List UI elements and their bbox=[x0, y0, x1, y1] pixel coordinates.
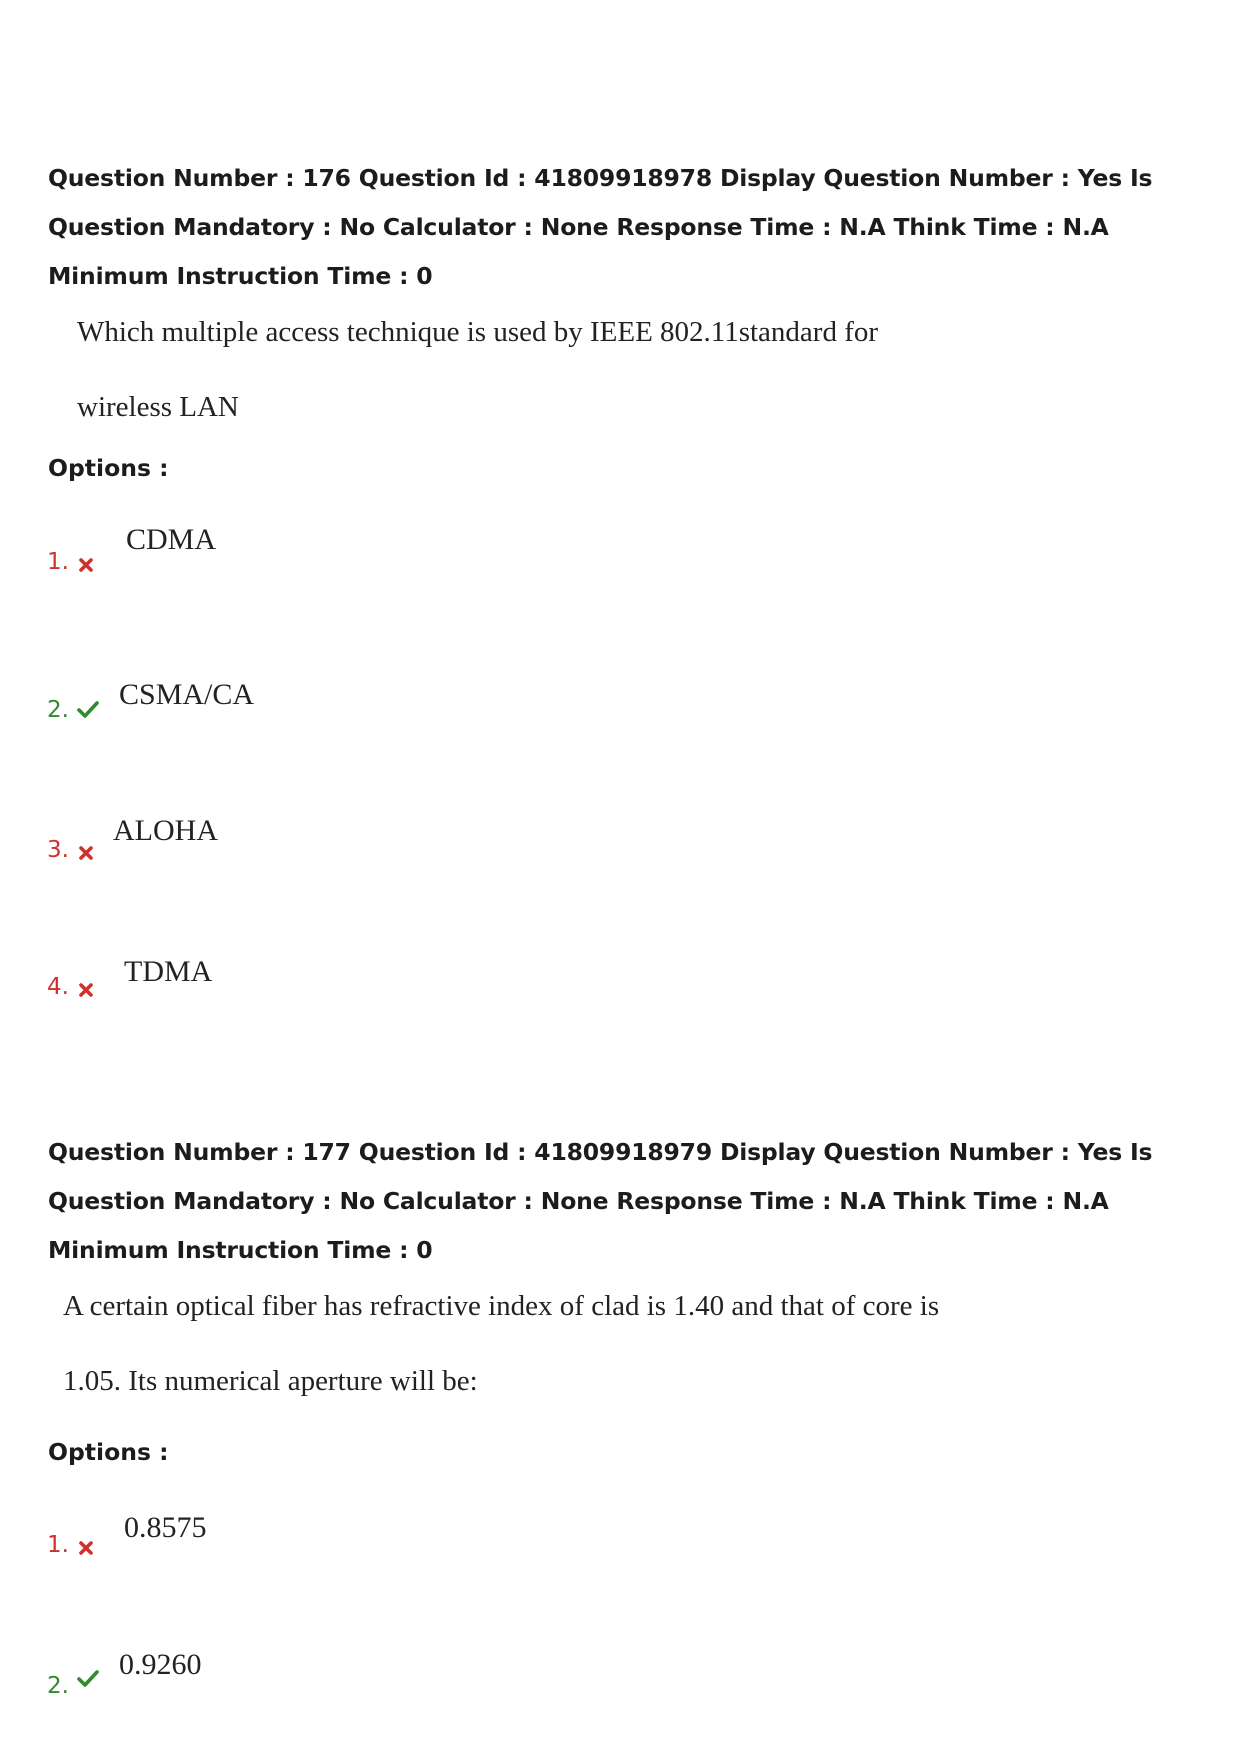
option-number: 2. bbox=[47, 697, 69, 723]
check-icon bbox=[76, 1669, 100, 1689]
option-text: 0.9260 bbox=[119, 1648, 202, 1681]
cross-icon bbox=[77, 1539, 95, 1557]
question-text-line: wireless LAN bbox=[77, 391, 239, 423]
question-text-line: A certain optical fiber has refractive index of clad is 1.40 and that of core is bbox=[63, 1290, 940, 1322]
option-number: 3. bbox=[47, 837, 69, 863]
option-text: ALOHA bbox=[113, 814, 218, 847]
option-number: 1. bbox=[47, 549, 69, 575]
option-text: CDMA bbox=[126, 523, 217, 556]
cross-icon bbox=[77, 556, 95, 574]
option-text: 0.8575 bbox=[124, 1511, 207, 1544]
cross-icon bbox=[77, 844, 95, 862]
cross-icon bbox=[77, 981, 95, 999]
option-number: 4. bbox=[47, 974, 69, 1000]
question-text-line: 1.05. Its numerical aperture will be: bbox=[63, 1365, 478, 1397]
options-label: Options : bbox=[48, 454, 169, 482]
options-label: Options : bbox=[48, 1438, 169, 1466]
question-header: Question Number : 177 Question Id : 41809918979 Display Question Number : Yes Is Question Mandatory : No Calculator : None Response Time : N.A Think Time : N.A Minimum Instruction Time : 0 bbox=[48, 1138, 1153, 1264]
option-number: 1. bbox=[47, 1532, 69, 1558]
question-text-line: Which multiple access technique is used by IEEE 802.11standard for bbox=[77, 316, 879, 348]
option-number: 2. bbox=[47, 1673, 69, 1699]
check-icon bbox=[76, 700, 100, 720]
option-text: TDMA bbox=[124, 955, 213, 988]
question-header: Question Number : 176 Question Id : 41809918978 Display Question Number : Yes Is Question Mandatory : No Calculator : None Response Time : N.A Think Time : N.A Minimum Instruction Time : 0 bbox=[48, 164, 1153, 290]
option-text: CSMA/CA bbox=[119, 678, 255, 711]
